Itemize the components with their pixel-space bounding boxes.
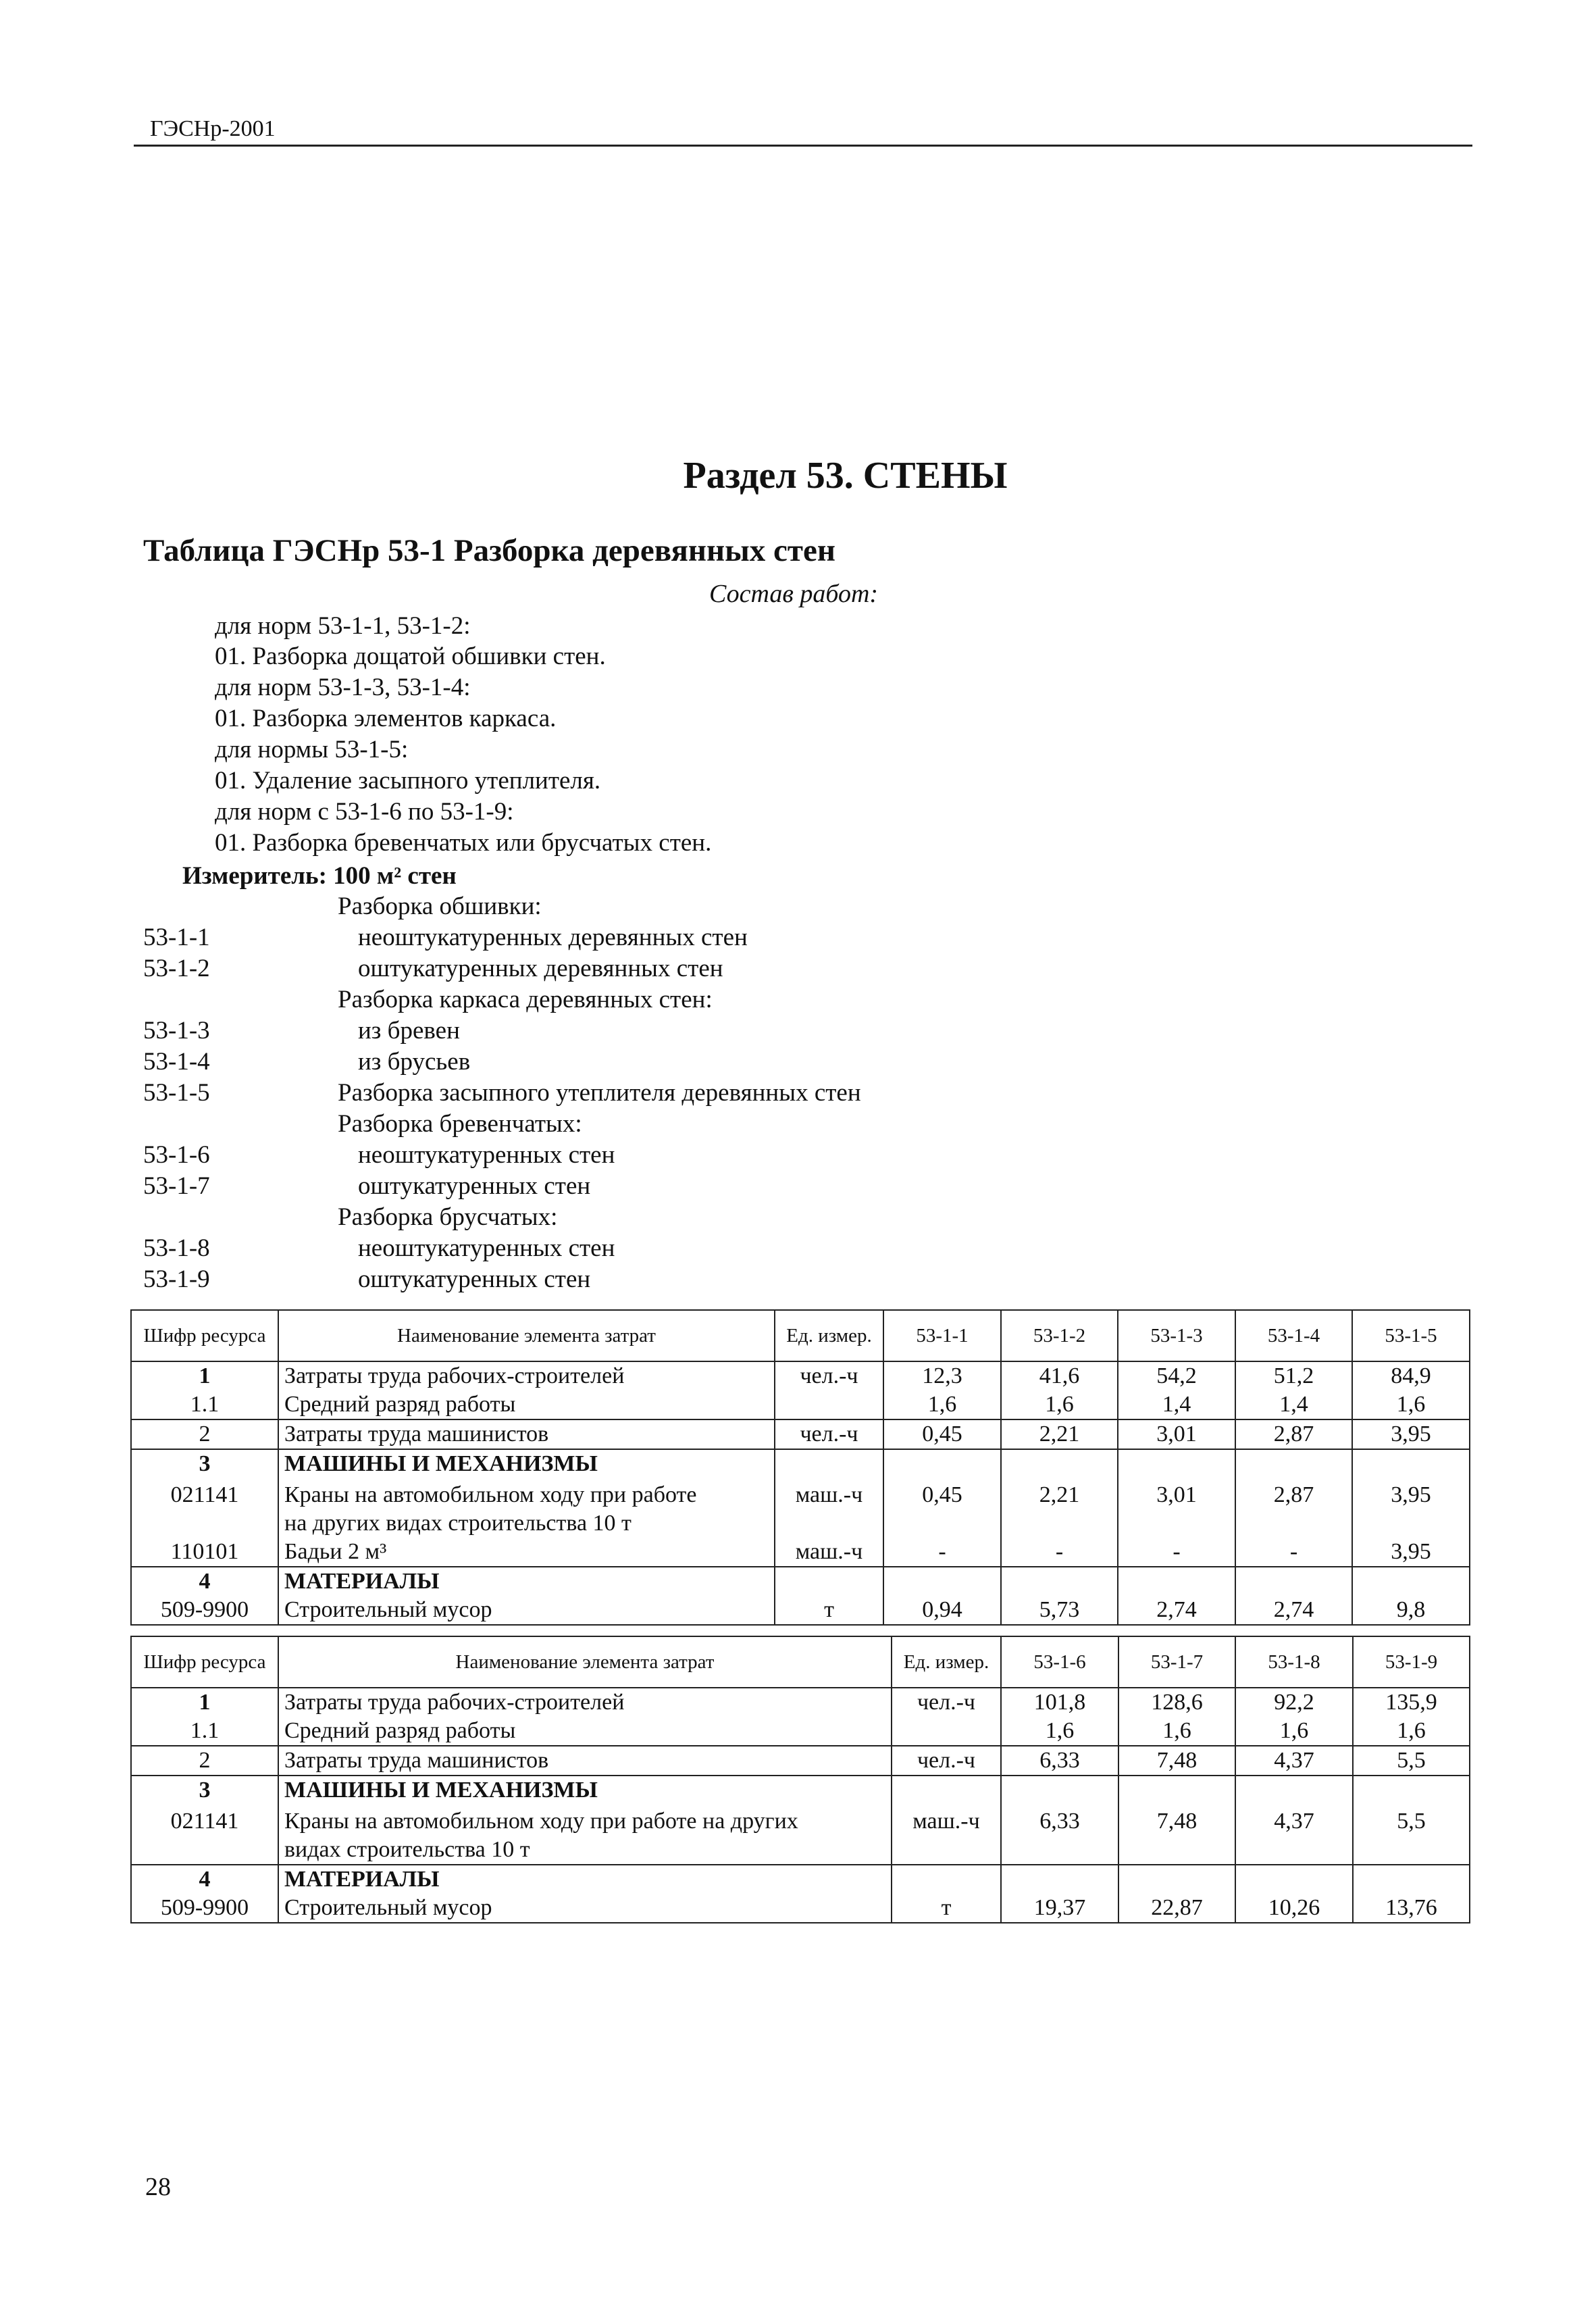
- value-cell: [1235, 1688, 1353, 1746]
- value-cell: [883, 1567, 1001, 1625]
- header-divider: [134, 145, 1472, 147]
- value-cell: 7,48: [1118, 1746, 1235, 1776]
- value-line: 1,4: [1279, 1392, 1308, 1417]
- code-line: 3: [199, 1778, 211, 1803]
- value-cell: 3,01: [1118, 1419, 1235, 1449]
- value-line: 0,45: [922, 1482, 962, 1507]
- value-cell: [1118, 1865, 1235, 1923]
- resource-table-2: [130, 1636, 1470, 1923]
- resource-code: [131, 1865, 278, 1923]
- work-line: 01. Разборка бревенчатых или брусчатых стен.: [215, 829, 712, 857]
- code-line: 509-9900: [160, 1895, 249, 1920]
- spacer: [137, 1509, 272, 1538]
- table-row: [131, 1567, 1470, 1625]
- value-line: 51,2: [1273, 1363, 1314, 1388]
- cost-name: Затраты труда машинистов: [278, 1419, 775, 1449]
- value-cell: [1001, 1688, 1118, 1746]
- unit-cell: чел.-ч: [775, 1361, 883, 1419]
- value-cell: [1352, 1567, 1470, 1625]
- norm-code: 53-1-5: [143, 1079, 210, 1107]
- value-line: 1,6: [1045, 1392, 1074, 1417]
- table-row: [131, 1361, 1470, 1419]
- code-line: 1.1: [190, 1718, 220, 1743]
- table-row: [131, 1865, 1470, 1923]
- work-line: 01. Разборка элементов каркаса.: [215, 705, 557, 732]
- value-cell: [1118, 1776, 1235, 1865]
- work-line: 01. Удаление засыпного утеплителя.: [215, 767, 601, 795]
- value-cell: 5,5: [1353, 1746, 1470, 1776]
- value-line: 1,6: [1279, 1718, 1309, 1743]
- resource-table-1: [130, 1309, 1470, 1626]
- unit-cell: чел.-ч: [775, 1419, 883, 1449]
- resource-code: 2: [131, 1746, 278, 1776]
- norm-code: 53-1-9: [143, 1265, 210, 1293]
- code-line: 1: [199, 1690, 211, 1715]
- resource-code: [131, 1567, 278, 1625]
- code-line: 110101: [170, 1539, 239, 1564]
- value-line: -: [1055, 1539, 1064, 1564]
- norm-description: Разборка засыпного утеплителя деревянных стен: [338, 1079, 861, 1107]
- name-line: Затраты труда рабочих-строителей: [284, 1363, 625, 1388]
- value-cell: [1235, 1865, 1353, 1923]
- value-cell: [1353, 1865, 1470, 1923]
- value-line: 128,6: [1151, 1690, 1203, 1715]
- value-line: 84,9: [1391, 1363, 1431, 1388]
- value-line: 1,6: [927, 1392, 957, 1417]
- value-line: 1,6: [1396, 1392, 1426, 1417]
- header-unit: Ед. измер.: [775, 1310, 883, 1361]
- unit-line: т: [824, 1597, 834, 1622]
- value-line: 54,2: [1156, 1363, 1197, 1388]
- section-title: Раздел 53. СТЕНЫ: [683, 455, 1008, 497]
- header-name: Наименование элемента затрат: [278, 1310, 775, 1361]
- value-cell: [1235, 1361, 1352, 1419]
- table-row: [131, 1449, 1470, 1567]
- value-cell: [1352, 1361, 1470, 1419]
- value-line: 41,6: [1039, 1363, 1080, 1388]
- name-line: видах строительства 10 т: [284, 1837, 530, 1862]
- norm-description: неоштукатуренных стен: [358, 1141, 615, 1169]
- value-line: 2,74: [1273, 1597, 1314, 1622]
- cost-name: [278, 1567, 775, 1625]
- value-line: 0,94: [922, 1597, 962, 1622]
- header-norm: 53-1-3: [1118, 1310, 1235, 1361]
- norm-group-label: Разборка брусчатых:: [338, 1203, 558, 1231]
- table-row: [131, 1419, 1470, 1449]
- value-cell: 4,37: [1235, 1746, 1353, 1776]
- unit-of-measure: Измеритель: 100 м² стен: [182, 862, 457, 890]
- norm-description: оштукатуренных деревянных стен: [358, 955, 723, 982]
- code-line: 1: [199, 1363, 211, 1388]
- cost-name: [278, 1776, 892, 1865]
- value-cell: [1001, 1776, 1118, 1865]
- value-line: -: [1289, 1539, 1298, 1564]
- value-cell: [883, 1361, 1001, 1419]
- name-line: Средний разряд работы: [284, 1718, 516, 1743]
- header-name: Наименование элемента затрат: [278, 1636, 892, 1688]
- work-line: для норм 53-1-1, 53-1-2:: [215, 612, 471, 640]
- value-line: 4,37: [1274, 1809, 1314, 1834]
- name-line: Затраты труда рабочих-строителей: [284, 1690, 625, 1715]
- norm-description: оштукатуренных стен: [358, 1265, 591, 1293]
- value-line: 1,4: [1162, 1392, 1191, 1417]
- norm-group-label: Разборка каркаса деревянных стен:: [338, 986, 713, 1013]
- code-line: 021141: [170, 1482, 239, 1507]
- value-line: 7,48: [1156, 1809, 1198, 1834]
- code-line: 1.1: [190, 1392, 220, 1417]
- page-number: 28: [145, 2173, 171, 2201]
- cost-name: [278, 1449, 775, 1567]
- table-row: [131, 1746, 1470, 1776]
- norm-group-label: Разборка обшивки:: [338, 892, 542, 920]
- value-line: 2,74: [1156, 1597, 1197, 1622]
- value-line: 2,21: [1039, 1482, 1080, 1507]
- norm-code: 53-1-4: [143, 1048, 210, 1076]
- value-line: 3,95: [1391, 1482, 1431, 1507]
- value-cell: [1118, 1361, 1235, 1419]
- table-header-row: [131, 1310, 1470, 1361]
- code-line: 021141: [170, 1809, 239, 1834]
- value-line: 1,6: [1045, 1718, 1075, 1743]
- resource-code: [131, 1688, 278, 1746]
- header-unit: Ед. измер.: [892, 1636, 1001, 1688]
- unit-cell: чел.-ч: [892, 1746, 1001, 1776]
- norm-code: 53-1-3: [143, 1017, 210, 1045]
- cost-name: [278, 1688, 892, 1746]
- value-line: 13,76: [1385, 1895, 1437, 1920]
- table-row: [131, 1688, 1470, 1746]
- header-code: Шифр ресурса: [131, 1310, 278, 1361]
- name-line: на других видах строительства 10 т: [284, 1511, 632, 1536]
- norm-code: 53-1-2: [143, 955, 210, 982]
- name-line: МАШИНЫ И МЕХАНИЗМЫ: [284, 1451, 598, 1476]
- name-line: Строительный мусор: [284, 1597, 492, 1622]
- value-line: 3,95: [1391, 1539, 1431, 1564]
- name-line: МАШИНЫ И МЕХАНИЗМЫ: [284, 1778, 598, 1803]
- header-norm: 53-1-7: [1118, 1636, 1235, 1688]
- value-line: 5,5: [1397, 1809, 1426, 1834]
- name-line: Краны на автомобильном ходу при работе: [284, 1482, 697, 1507]
- value-cell: 6,33: [1001, 1746, 1118, 1776]
- work-line: для норм с 53-1-6 по 53-1-9:: [215, 798, 514, 826]
- value-cell: [1118, 1449, 1235, 1567]
- composition-label: Состав работ:: [709, 580, 879, 608]
- header-norm: 53-1-6: [1001, 1636, 1118, 1688]
- work-line: для нормы 53-1-5:: [215, 736, 409, 763]
- norm-code: 53-1-6: [143, 1141, 210, 1169]
- code-line: 4: [199, 1569, 211, 1594]
- value-cell: [1001, 1865, 1118, 1923]
- cost-name: Затраты труда машинистов: [278, 1746, 892, 1776]
- unit-cell: [892, 1776, 1001, 1865]
- name-line: Средний разряд работы: [284, 1392, 516, 1417]
- value-line: 135,9: [1385, 1690, 1437, 1715]
- value-cell: [883, 1449, 1001, 1567]
- value-cell: [1352, 1449, 1470, 1567]
- norm-description: из бревен: [358, 1017, 460, 1045]
- unit-line: т: [941, 1895, 952, 1920]
- document-code: ГЭСНр-2001: [150, 116, 276, 141]
- value-cell: [1353, 1688, 1470, 1746]
- work-line: для норм 53-1-3, 53-1-4:: [215, 674, 471, 701]
- unit-cell: [775, 1449, 883, 1567]
- value-cell: [1118, 1567, 1235, 1625]
- unit-cell: [775, 1567, 883, 1625]
- value-cell: 2,87: [1235, 1419, 1352, 1449]
- unit-line: маш.-ч: [795, 1482, 863, 1507]
- norm-description: оштукатуренных стен: [358, 1172, 591, 1200]
- value-cell: [1118, 1688, 1235, 1746]
- table-title: Таблица ГЭСНр 53-1 Разборка деревянных стен: [143, 533, 835, 568]
- value-cell: [1001, 1449, 1118, 1567]
- header-norm: 53-1-2: [1001, 1310, 1118, 1361]
- resource-code: [131, 1449, 278, 1567]
- value-line: 9,8: [1396, 1597, 1426, 1622]
- name-line: МАТЕРИАЛЫ: [284, 1569, 440, 1594]
- value-line: 2,87: [1273, 1482, 1314, 1507]
- value-line: 5,73: [1039, 1597, 1080, 1622]
- unit-line: маш.-ч: [912, 1809, 980, 1834]
- resource-code: 2: [131, 1419, 278, 1449]
- value-line: 10,26: [1268, 1895, 1320, 1920]
- value-cell: 2,21: [1001, 1419, 1118, 1449]
- unit-cell: [892, 1865, 1001, 1923]
- norm-description: из брусьев: [358, 1048, 471, 1076]
- table-row: [131, 1776, 1470, 1865]
- value-line: 6,33: [1039, 1809, 1080, 1834]
- value-cell: [1235, 1449, 1352, 1567]
- value-cell: [1235, 1567, 1352, 1625]
- value-line: 1,6: [1397, 1718, 1426, 1743]
- value-cell: [1001, 1361, 1118, 1419]
- code-line: 509-9900: [160, 1597, 249, 1622]
- value-line: 101,8: [1033, 1690, 1086, 1715]
- value-line: 3,01: [1156, 1482, 1197, 1507]
- header-norm: 53-1-5: [1352, 1310, 1470, 1361]
- name-line: МАТЕРИАЛЫ: [284, 1867, 440, 1892]
- spacer: [781, 1509, 877, 1538]
- header-norm: 53-1-8: [1235, 1636, 1353, 1688]
- code-line: 4: [199, 1867, 211, 1892]
- name-line: Краны на автомобильном ходу при работе на других: [284, 1809, 798, 1834]
- cost-name: [278, 1865, 892, 1923]
- norm-code: 53-1-8: [143, 1234, 210, 1262]
- value-line: 12,3: [922, 1363, 962, 1388]
- header-norm: 53-1-4: [1235, 1310, 1352, 1361]
- resource-code: [131, 1361, 278, 1419]
- norm-description: неоштукатуренных деревянных стен: [358, 924, 748, 951]
- norm-code: 53-1-1: [143, 924, 210, 951]
- cost-name: [278, 1361, 775, 1419]
- work-line: 01. Разборка дощатой обшивки стен.: [215, 643, 606, 670]
- norm-description: неоштукатуренных стен: [358, 1234, 615, 1262]
- header-code: Шифр ресурса: [131, 1636, 278, 1688]
- value-cell: [1001, 1567, 1118, 1625]
- header-norm: 53-1-1: [883, 1310, 1001, 1361]
- value-cell: [1353, 1776, 1470, 1865]
- norm-group-label: Разборка бревенчатых:: [338, 1110, 582, 1138]
- table-header-row: [131, 1636, 1470, 1688]
- spacer: [781, 1450, 877, 1478]
- value-line: 22,87: [1151, 1895, 1203, 1920]
- unit-cell: чел.-ч: [892, 1688, 1001, 1746]
- header-norm: 53-1-9: [1353, 1636, 1470, 1688]
- value-cell: [1235, 1776, 1353, 1865]
- resource-code: [131, 1776, 278, 1865]
- value-cell: 3,95: [1352, 1419, 1470, 1449]
- value-cell: 0,45: [883, 1419, 1001, 1449]
- norm-code: 53-1-7: [143, 1172, 210, 1200]
- value-line: 19,37: [1033, 1895, 1086, 1920]
- value-line: 92,2: [1274, 1690, 1314, 1715]
- code-line: 3: [199, 1451, 211, 1476]
- unit-line: маш.-ч: [795, 1539, 863, 1564]
- value-line: -: [1173, 1539, 1181, 1564]
- name-line: Строительный мусор: [284, 1895, 492, 1920]
- name-line: Бадьи 2 м³: [284, 1539, 387, 1564]
- value-line: 1,6: [1162, 1718, 1191, 1743]
- value-line: -: [938, 1539, 946, 1564]
